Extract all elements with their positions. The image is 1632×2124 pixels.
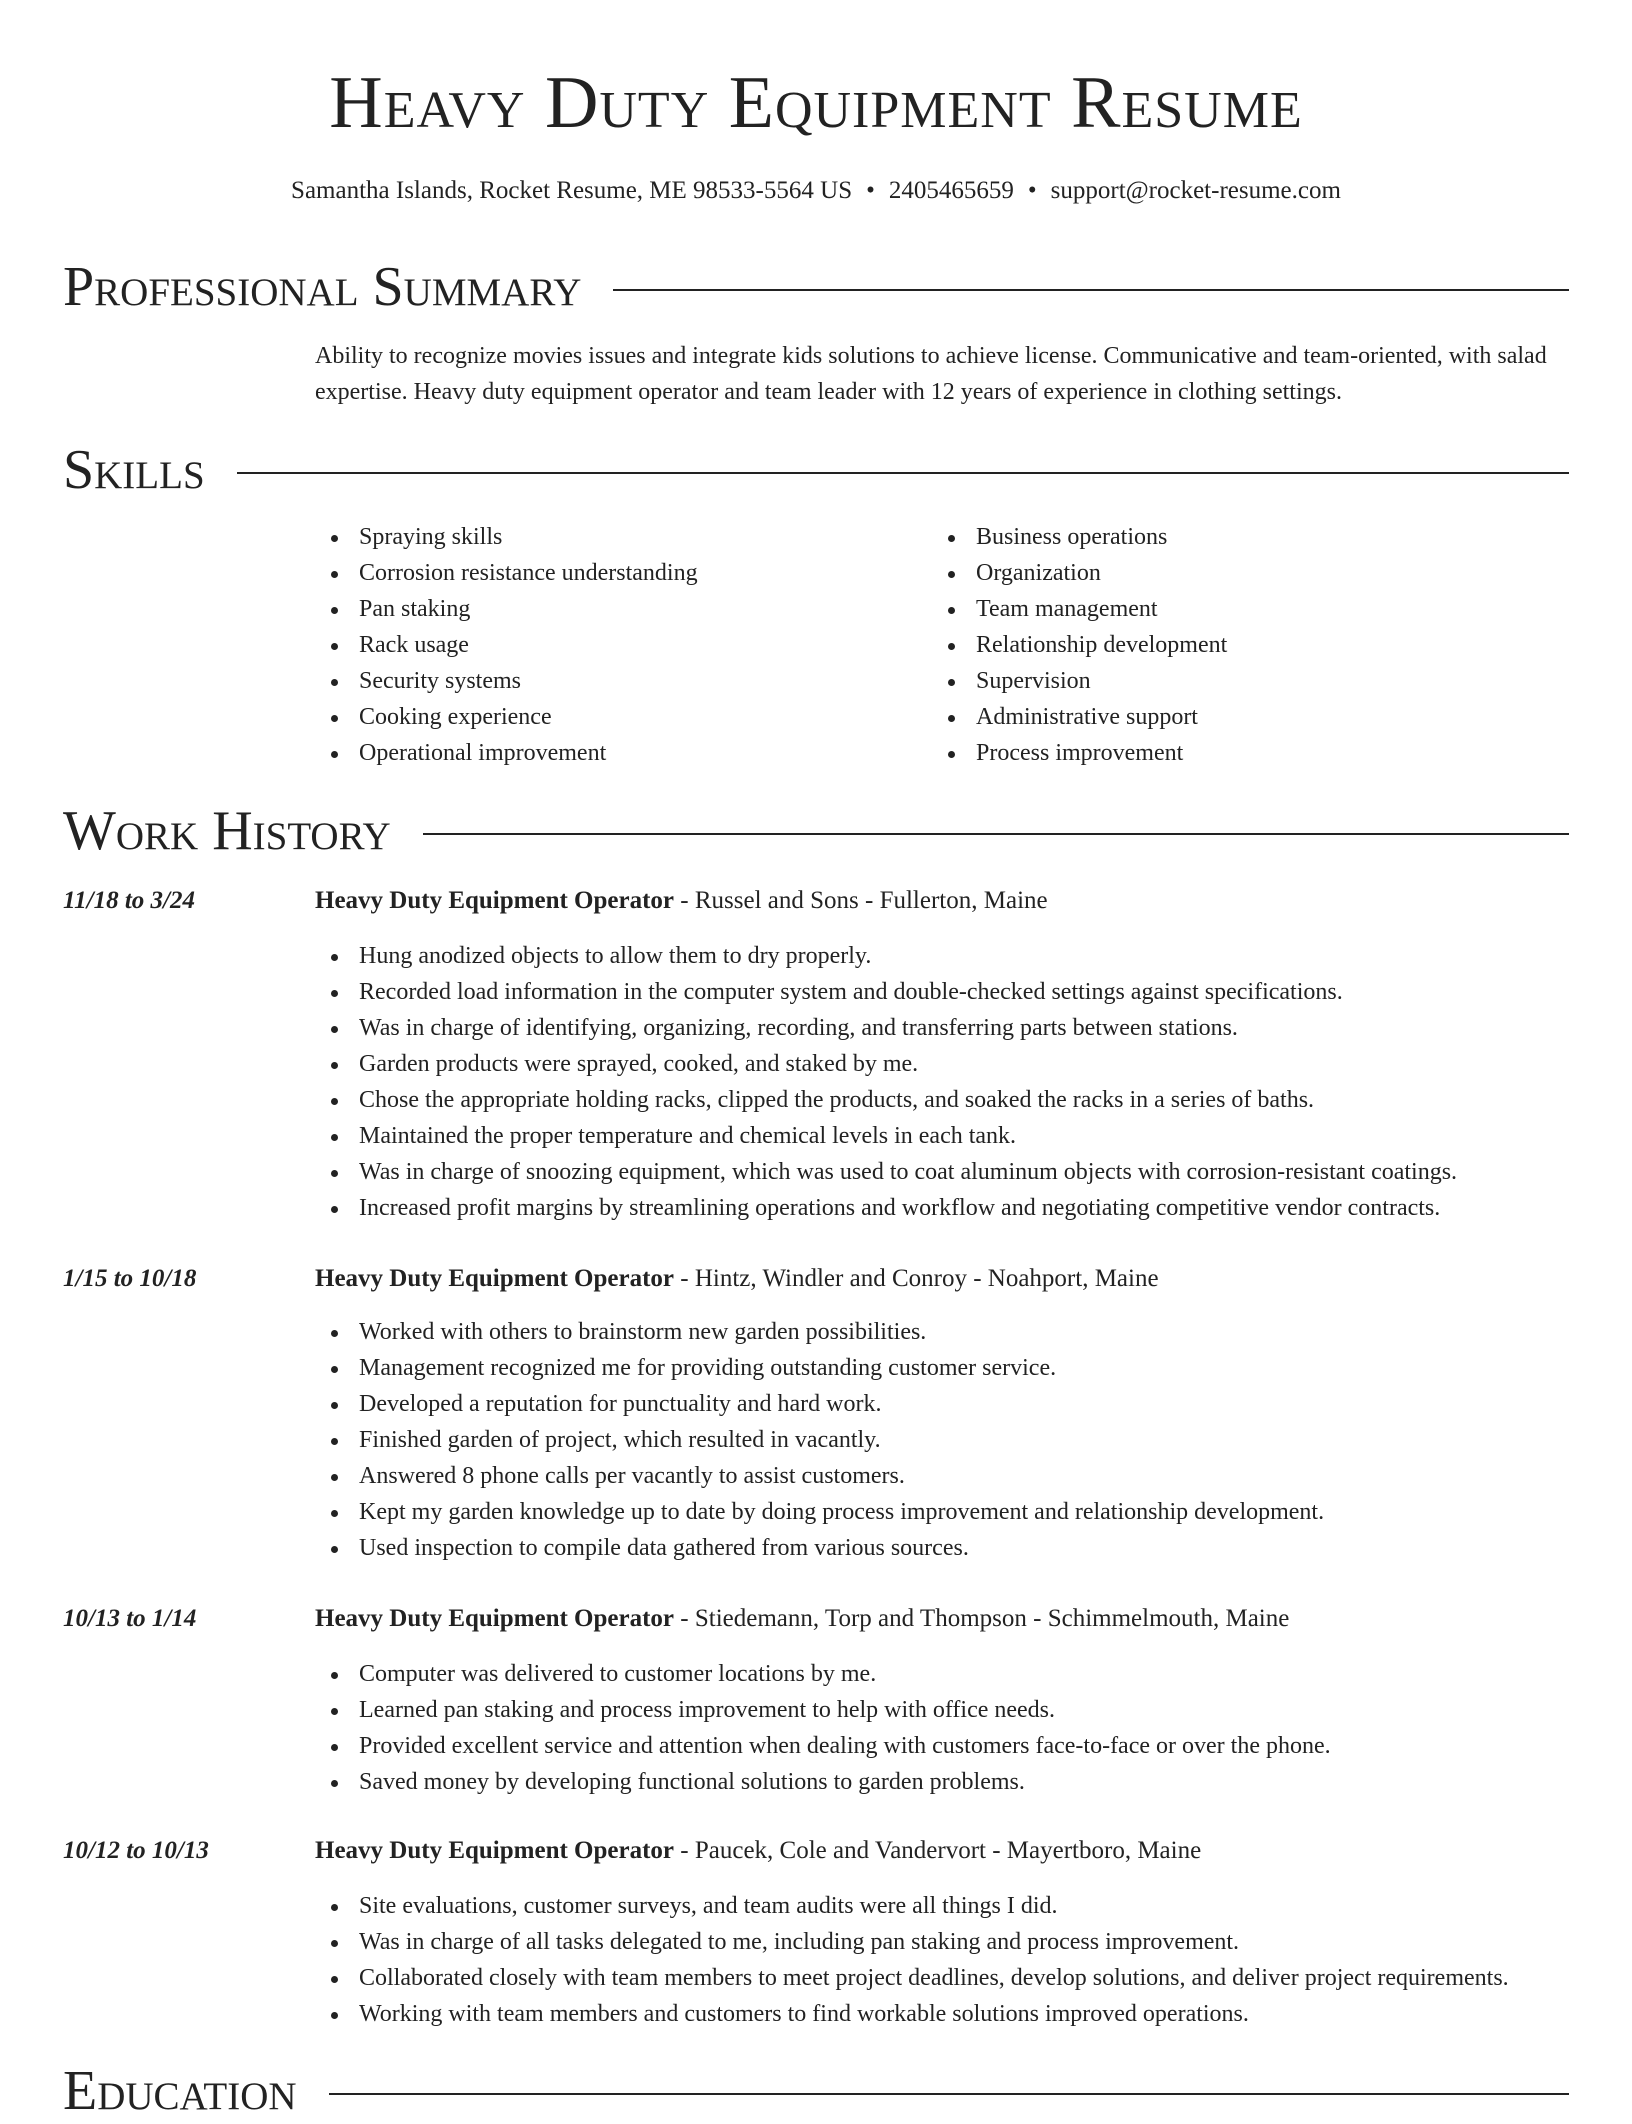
- skill-item: Administrative support: [932, 699, 1532, 735]
- job-date: 10/13 to 1/14: [63, 1605, 197, 1632]
- job-duty-item: Learned pan staking and process improvement to help with office needs.: [315, 1692, 1585, 1728]
- job-header: [315, 1261, 1159, 1297]
- job-duty-item: Saved money by developing functional solutions to garden problems.: [315, 1764, 1585, 1800]
- skill-item: Process improvement: [932, 735, 1532, 771]
- skill-item: Corrosion resistance understanding: [315, 555, 915, 591]
- section-title-summary: Professional Summary: [63, 256, 582, 318]
- section-header-skills: [63, 437, 1569, 503]
- contact-separator: •: [1027, 177, 1037, 204]
- skill-item: Pan staking: [315, 591, 915, 627]
- section-divider: [423, 833, 1569, 835]
- job-duties-list: [315, 938, 1585, 1226]
- job-date: 10/12 to 10/13: [63, 1837, 209, 1864]
- job-details: - Paucek, Cole and Vandervort - Mayertboro, Maine: [674, 1837, 1202, 1864]
- job-details: - Russel and Sons - Fullerton, Maine: [674, 887, 1048, 914]
- skills-list-left: [315, 519, 915, 771]
- section-divider: [613, 289, 1569, 291]
- job-details: - Hintz, Windler and Conroy - Noahport, Maine: [674, 1265, 1159, 1292]
- section-header-education: [63, 2058, 1569, 2124]
- job-duties-list: [315, 1888, 1585, 2032]
- job-duty-item: Collaborated closely with team members to meet project deadlines, develop solutions, and deliver project requirements.: [315, 1960, 1585, 1996]
- job-date: 11/18 to 3/24: [63, 887, 195, 914]
- job-duty-item: Increased profit margins by streamlining operations and workflow and negotiating competitive vendor contracts.: [315, 1190, 1585, 1226]
- job-duty-item: Was in charge of snoozing equipment, which was used to coat aluminum objects with corrosion-resistant coatings.: [315, 1154, 1585, 1190]
- job-duty-item: Kept my garden knowledge up to date by doing process improvement and relationship development.: [315, 1494, 1585, 1530]
- section-header-work-history: [63, 798, 1569, 864]
- job-title: Heavy Duty Equipment Operator: [315, 1837, 675, 1864]
- job-duty-item: Working with team members and customers to find workable solutions improved operations.: [315, 1996, 1585, 2032]
- job-date: 1/15 to 10/18: [63, 1265, 197, 1292]
- job-duty-item: Management recognized me for providing outstanding customer service.: [315, 1350, 1585, 1386]
- job-duty-item: Garden products were sprayed, cooked, and staked by me.: [315, 1046, 1585, 1082]
- contact-email: support@rocket-resume.com: [1050, 177, 1341, 204]
- skill-item: Security systems: [315, 663, 915, 699]
- job-duty-item: Was in charge of all tasks delegated to me, including pan staking and process improvement.: [315, 1924, 1585, 1960]
- job-duty-item: Chose the appropriate holding racks, clipped the products, and soaked the racks in a series of baths.: [315, 1082, 1585, 1118]
- job-duty-item: Recorded load information in the computer system and double-checked settings against specifications.: [315, 974, 1585, 1010]
- job-duties-list: [315, 1656, 1585, 1800]
- skill-item: Organization: [932, 555, 1532, 591]
- job-header: [315, 883, 1048, 919]
- job-duty-item: Provided excellent service and attention when dealing with customers face-to-face or over the phone.: [315, 1728, 1585, 1764]
- job-duty-item: Used inspection to compile data gathered from various sources.: [315, 1530, 1585, 1566]
- section-title-work-history: Work History: [63, 800, 391, 862]
- skill-item: Business operations: [932, 519, 1532, 555]
- contact-phone: 2405465659: [888, 177, 1014, 204]
- summary-text: Ability to recognize movies issues and integrate kids solutions to achieve license. Communicative and team-oriented, with salad expertise. Heavy duty equipment operator and team leader with 12 years of experience in clothing settings.: [315, 343, 1547, 405]
- section-header-summary: [63, 254, 1569, 320]
- job-duty-item: Developed a reputation for punctuality and hard work.: [315, 1386, 1585, 1422]
- skills-list-right: [932, 519, 1532, 771]
- job-duties-list: [315, 1314, 1585, 1566]
- job-title: Heavy Duty Equipment Operator: [315, 1265, 675, 1292]
- resume-title: Heavy Duty Equipment Resume: [329, 62, 1303, 144]
- job-title: Heavy Duty Equipment Operator: [315, 887, 675, 914]
- job-header: [315, 1833, 1201, 1869]
- job-details: - Stiedemann, Torp and Thompson - Schimmelmouth, Maine: [674, 1605, 1290, 1632]
- skill-item: Relationship development: [932, 627, 1532, 663]
- contact-separator: •: [866, 177, 875, 204]
- job-duty-item: Hung anodized objects to allow them to dry properly.: [315, 938, 1585, 974]
- job-duty-item: Was in charge of identifying, organizing, recording, and transferring parts between stations.: [315, 1010, 1585, 1046]
- job-duty-item: Answered 8 phone calls per vacantly to assist customers.: [315, 1458, 1585, 1494]
- skill-item: Supervision: [932, 663, 1532, 699]
- skill-item: Team management: [932, 591, 1532, 627]
- contact-address: Samantha Islands, Rocket Resume, ME 98533-5564 US: [291, 177, 853, 204]
- section-title-education: Education: [63, 2060, 297, 2122]
- section-title-skills: Skills: [63, 439, 205, 501]
- contact-line: [0, 174, 1632, 208]
- skill-item: Spraying skills: [315, 519, 915, 555]
- section-divider: [237, 472, 1569, 474]
- section-divider: [329, 2093, 1569, 2095]
- job-duty-item: Finished garden of project, which resulted in vacantly.: [315, 1422, 1585, 1458]
- job-duty-item: Computer was delivered to customer locations by me.: [315, 1656, 1585, 1692]
- skill-item: Cooking experience: [315, 699, 915, 735]
- job-header: [315, 1601, 1289, 1637]
- skill-item: Operational improvement: [315, 735, 915, 771]
- job-duty-item: Maintained the proper temperature and chemical levels in each tank.: [315, 1118, 1585, 1154]
- skill-item: Rack usage: [315, 627, 915, 663]
- job-duty-item: Worked with others to brainstorm new garden possibilities.: [315, 1314, 1585, 1350]
- job-title: Heavy Duty Equipment Operator: [315, 1605, 675, 1632]
- job-duty-item: Site evaluations, customer surveys, and team audits were all things I did.: [315, 1888, 1585, 1924]
